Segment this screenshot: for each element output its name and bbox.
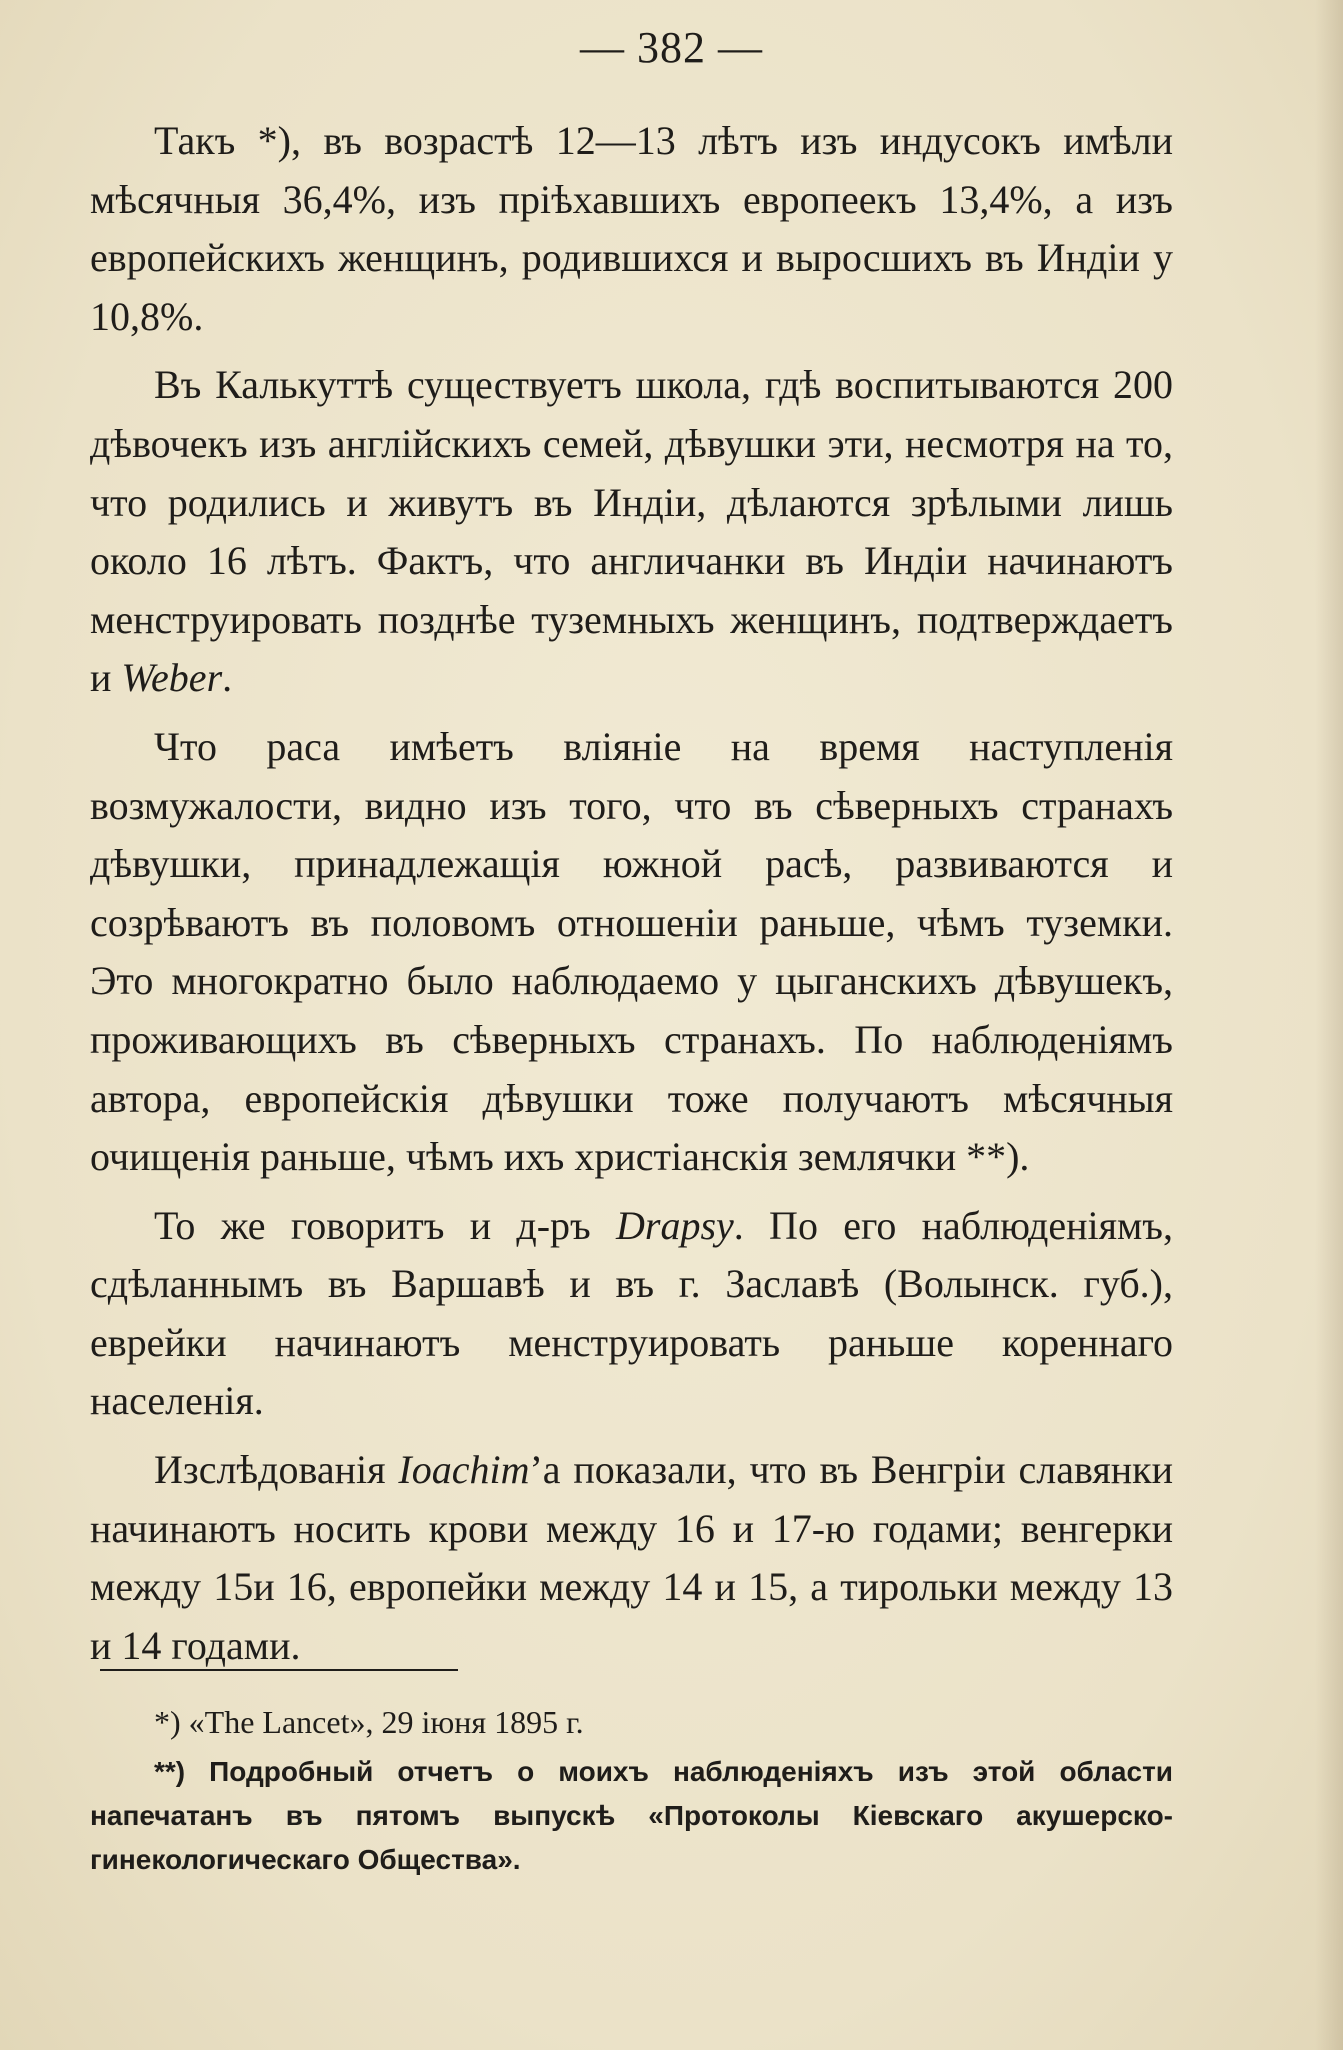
- paragraph-text: . По его наблюденіямъ, сдѣланнымъ въ Варшавѣ и въ г. Заславѣ (Волынск. губ.), еврейки начинаютъ менструировать раньше кореннаго населенія.: [90, 1202, 1173, 1424]
- italic-name: Drapsy: [616, 1202, 734, 1248]
- paragraph-text: Что раса имѣетъ вліяніе на время наступленія возмужалости, видно изъ того, что въ сѣверныхъ странахъ дѣвушки, принадлежащія южной расѣ, развиваются и созрѣваютъ въ половомъ отношеніи раньше, чѣмъ туземки. Это многократно было наблюдаемо у цыганскихъ дѣвушекъ, проживающихъ въ сѣверныхъ странахъ. По наблюденіямъ автора, европейскія дѣвушки тоже получаютъ мѣсячныя очищенія раньше, чѣмъ ихъ христіанскія землячки **).: [90, 723, 1173, 1180]
- italic-name: Weber: [121, 655, 223, 701]
- body-text: [90, 112, 1173, 1675]
- paragraph-text: ’а показали, что въ Венгріи славянки начинаютъ носить крови между 16 и 17-ю годами; венгерки между 15и 16, европейки между 14 и 15, а тирольки между 13 и 14 годами.: [90, 1447, 1173, 1668]
- footnotes: [90, 1700, 1173, 1888]
- paragraph: [90, 1197, 1173, 1431]
- paragraph-text: Изслѣдованія: [154, 1447, 399, 1493]
- paragraph: [90, 112, 1173, 346]
- paragraph: [90, 356, 1173, 708]
- paragraph-text: Такъ *), въ возрастѣ 12—13 лѣтъ изъ индусокъ имѣли мѣсячныя 36,4%, изъ пріѣхавшихъ европеекъ 13,4%, а изъ европейскихъ женщинъ, родившихся и выросшихъ въ Индіи у 10,8%.: [90, 118, 1173, 339]
- footnote: *) «The Lancet», 29 іюня 1895 г.: [154, 1704, 584, 1740]
- paragraph-text: То же говоритъ и д-ръ: [154, 1202, 616, 1248]
- paragraph-text: Въ Калькуттѣ существуетъ школа, гдѣ воспитываются 200 дѣвочекъ изъ англійскихъ семей, дѣвушки эти, несмотря на то, что родились и живутъ въ Индіи, дѣлаются зрѣлыми лишь около 16 лѣтъ. Фактъ, что англичанки въ Индіи начинаютъ менструировать позднѣе туземныхъ женщинъ, подтверждаетъ и: [90, 362, 1173, 701]
- italic-name: Ioachim: [398, 1447, 530, 1493]
- paragraph: [90, 718, 1173, 1187]
- paragraph-text: .: [222, 655, 233, 701]
- footnote: **) Подробный отчетъ о моихъ наблюденіяхъ изъ этой области напечатанъ въ пятомъ выпускѣ «Протоколы Кіевскаго акушерско-гинекологическаго Общества».: [90, 1756, 1173, 1875]
- footnote-rule: [100, 1669, 458, 1671]
- page-number: — 382 —: [580, 23, 763, 72]
- page-edge-shadow: [1315, 0, 1343, 2050]
- paragraph: [90, 1441, 1173, 1675]
